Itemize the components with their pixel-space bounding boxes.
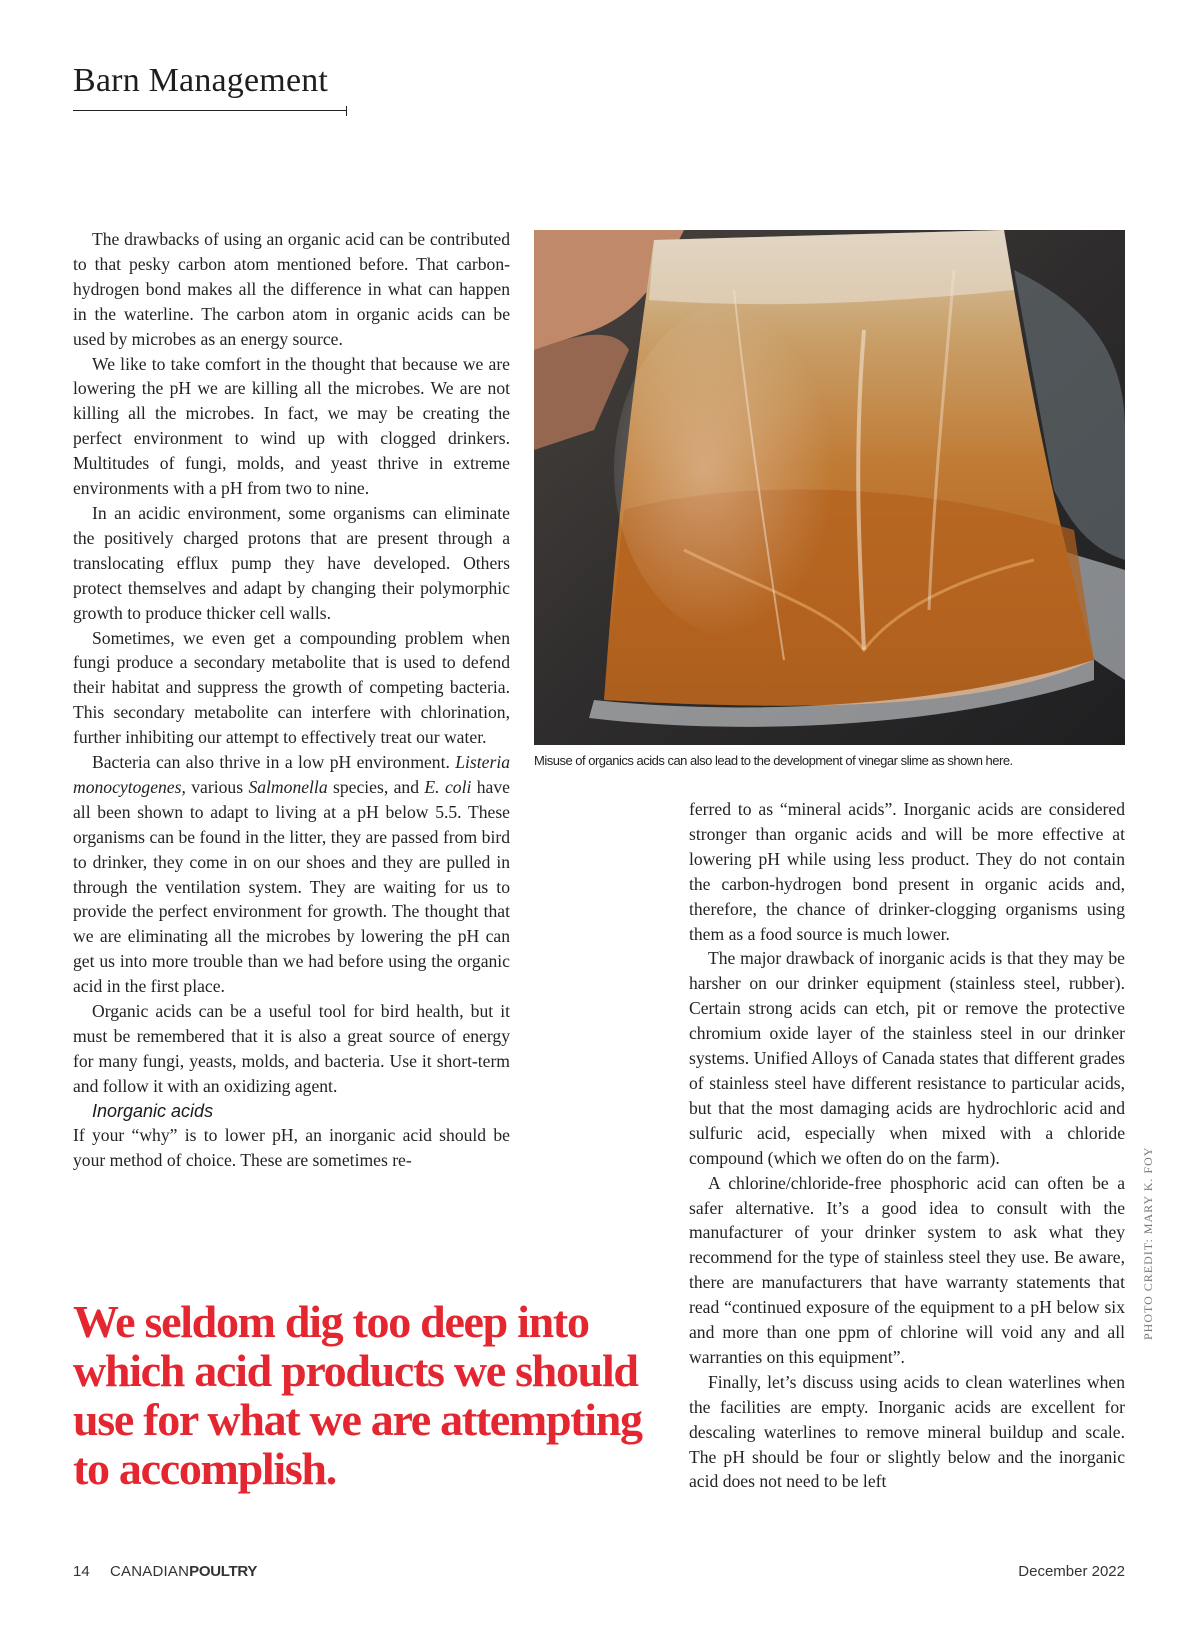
article-paragraph: Sometimes, we even get a compounding problem when fungi produce a secondary metabolite that is used to defend their habitat and suppress the growth of competing bacteria. This secondary metabolite can interfere with chlorination, further inhibiting our attempt to effectively treat our water.: [73, 627, 510, 748]
article-paragraph: A chlorine/chloride-free phosphoric acid can often be a safer alternative. It’s a good idea to consult with the manufacturer of your drinker system to ask what they recommend for the type of stainless steel they use. Be aware, there are manufacturers that have warranty statements that read “continued exposure of the equipment to a pH below six and more than one ppm of chlorine will void any and all warranties on this equipment”.: [689, 1172, 1125, 1367]
text-run: , various: [181, 776, 249, 797]
text-run: Bacteria can also thrive in a low pH environment.: [92, 752, 456, 773]
photo-credit: PHOTO CREDIT: MARY K. FOY: [1141, 1146, 1155, 1340]
article-paragraph: Finally, let’s discuss using acids to clean waterlines when the facilities are empty. Inorganic acids are excellent for descaling waterlines to remove mineral buildup and scale. The pH should be four or slightly below and the inorganic acid does not need to be left: [689, 1371, 1125, 1492]
pull-quote: We seldom dig too deep into which acid products we should use for what we are attempting to accomplish.: [73, 1296, 642, 1494]
photo-illustration: [534, 230, 1125, 745]
article-column-right: [689, 797, 1125, 1494]
text-run: species, and: [327, 776, 425, 797]
brand-bold: POULTRY: [189, 1563, 258, 1580]
article-paragraph: The major drawback of inorganic acids is that they may be harsher on our drinker equipment (stainless steel, rubber). Certain strong acids can etch, pit or remove the protective chromium oxide layer of the stainless steel in our drinker systems. Unified Alloys of Canada states that different grades of stainless steel have different resistance to particular acids, but that the most damaging acids are hydrochloric acid and sulfuric acid, especially when mixed with a chloride compound (which we often do on the farm).: [689, 948, 1125, 1168]
article-paragraph: We like to take comfort in the thought that because we are lowering the pH we are killing all the microbes. We are not killing all the microbes. In fact, we may be creating the perfect environment to wind up with clogged drinkers. Multitudes of fungi, molds, and yeast thrive in extreme environments with a pH from two to nine.: [73, 353, 510, 499]
subhead: Inorganic acids: [92, 1100, 214, 1121]
section-title: Barn Management: [73, 62, 329, 99]
brand-light: CANADIAN: [110, 1563, 190, 1580]
article-column-left: [73, 227, 510, 1173]
magazine-brand: [110, 1563, 257, 1580]
article-paragraph-bacteria: [73, 750, 510, 999]
organism-name: Listeria monocytogenes: [73, 752, 510, 797]
vinegar-slime-photo: [534, 230, 1125, 745]
header-rule-tick: [346, 106, 348, 116]
article-paragraph: The drawbacks of using an organic acid can be contributed to that pesky carbon atom mentioned before. That carbon-hydrogen bond makes all the difference in what can happen in the waterline. The carbon atom in organic acids can be used by microbes as an energy source.: [73, 229, 510, 349]
page-number: 14: [73, 1563, 90, 1580]
article-paragraph: In an acidic environment, some organisms can eliminate the positively charged protons that are present through a translocating efflux pump they have developed. Others protect themselves and adapt by changing their polymorphic growth to produce thicker cell walls.: [73, 502, 510, 623]
issue-date: December 2022: [1018, 1563, 1125, 1580]
article-paragraph: Organic acids can be a useful tool for bird health, but it must be remembered that it is also a great source of energy for many fungi, yeasts, molds, and bacteria. Use it short-term and follow it with an oxidizing agent.: [73, 1001, 510, 1096]
article-paragraph: If your “why” is to lower pH, an inorganic acid should be your method of choice. These are sometimes re-: [73, 1124, 510, 1170]
organism-name: E. coli: [424, 776, 472, 797]
section-header: [73, 62, 346, 111]
article-paragraph: ferred to as “mineral acids”. Inorganic acids are considered stronger than organic acids and will be more effective at lowering pH while using less product. They do not contain the carbon-hydrogen bond present in organic acids and, therefore, the chance of drinker-clogging organisms using them as a food source is much lower.: [689, 799, 1125, 944]
organism-name: Salmonella: [248, 776, 328, 797]
photo-caption: Misuse of organics acids can also lead to the development of vinegar slime as shown here.: [534, 753, 1013, 768]
text-run: have all been shown to adapt to living at a pH below 5.5. These organisms can be found in the litter, they are passed from bird to drinker, they come in on our shoes and they are pulled in through the ventilation system. They are waiting for us to provide the perfect environment for growth. The thought that we are eliminating all the microbes by lowering the pH can get us into more trouble than we had before using the organic acid in the first place.: [73, 776, 510, 997]
